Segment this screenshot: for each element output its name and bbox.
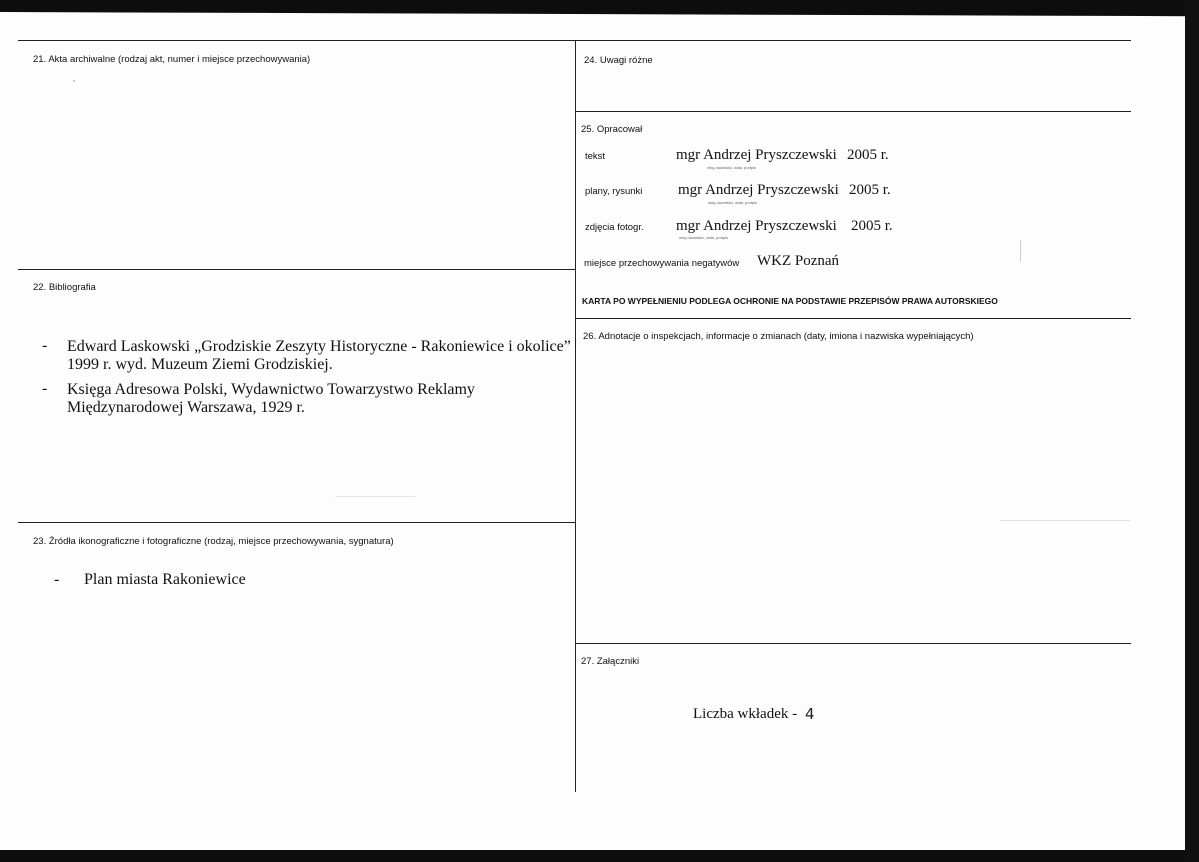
rule-25-26 <box>576 318 1131 319</box>
author-hint: imię,nazwisko, data, podpis <box>708 200 757 205</box>
rule-26-27 <box>576 643 1131 644</box>
bibliography-item-line1: Edward Laskowski „Grodziskie Zeszyty Historyczne - Rakoniewice i okolice” <box>67 338 571 355</box>
rule-22-23 <box>18 522 576 523</box>
list-dash: - <box>54 571 60 588</box>
list-dash: - <box>42 337 48 354</box>
author-year: 2005 r. <box>851 218 893 234</box>
author-hint: imię,nazwisko, data, podpis <box>679 235 728 240</box>
rule-21-22 <box>18 269 576 270</box>
scan-speck <box>1000 520 1130 521</box>
author-name: mgr Andrzej Pryszczewski <box>678 182 839 198</box>
author-name: mgr Andrzej Pryszczewski <box>676 147 837 163</box>
form-sheet <box>0 12 1186 850</box>
scan-border-right <box>1185 0 1199 862</box>
negatives-storage-label: miejsce przechowywania negatywów <box>584 258 740 269</box>
iconography-item-text: Plan miasta Rakoniewice <box>84 571 246 588</box>
inserts-count-text: Liczba wkładek - <box>693 706 798 722</box>
scan-speck <box>335 496 415 497</box>
negatives-storage-value: WKZ Poznań <box>757 253 840 269</box>
author-year: 2005 r. <box>847 147 889 163</box>
author-name: mgr Andrzej Pryszczewski <box>676 218 837 234</box>
bibliography-item-line2: 1999 r. wyd. Muzeum Ziemi Grodziskiej. <box>67 356 333 373</box>
bibliography-item-line2: Międzynarodowej Warszawa, 1929 r. <box>67 399 305 416</box>
bibliography-item-line1: Księga Adresowa Polski, Wydawnictwo Towarzystwo Reklamy <box>67 381 475 398</box>
inserts-count-value: 4 <box>805 705 815 723</box>
author-row-key: tekst <box>585 151 606 162</box>
author-row-key: plany, rysunki <box>585 186 643 197</box>
section-26-label: 26. Adnotacje o inspekcjach, informacje o zmianach (daty, imiona i nazwiska wypełniających) <box>583 331 974 342</box>
section-23-label: 23. Źródła ikonograficzne i fotograficzne (rodzaj, miejsce przechowywania, sygnatura) <box>33 536 394 547</box>
column-divider <box>575 40 576 792</box>
section-21-label: 21. Akta archiwalne (rodzaj akt, numer i miejsce przechowywania) <box>33 54 311 65</box>
scan-border-top <box>0 0 1199 12</box>
scan-speck <box>1020 240 1021 262</box>
author-hint: imię,nazwisko, data, podpis <box>707 165 756 170</box>
rule-24-25 <box>576 111 1131 112</box>
copyright-notice: KARTA PO WYPEŁNIENIU PODLEGA OCHRONIE NA PODSTAWIE PRZEPISÓW PRAWA AUTORSKIEGO <box>582 296 998 306</box>
scan-speck <box>73 80 75 82</box>
author-row-key: zdjęcia fotogr. <box>585 222 644 233</box>
section-24-label: 24. Uwagi różne <box>584 55 653 66</box>
section-27-label: 27. Załączniki <box>581 656 640 667</box>
list-dash: - <box>42 380 48 397</box>
section-25-label: 25. Opracował <box>581 124 643 135</box>
section-22-label: 22. Bibliografia <box>33 282 96 293</box>
author-year: 2005 r. <box>849 182 891 198</box>
